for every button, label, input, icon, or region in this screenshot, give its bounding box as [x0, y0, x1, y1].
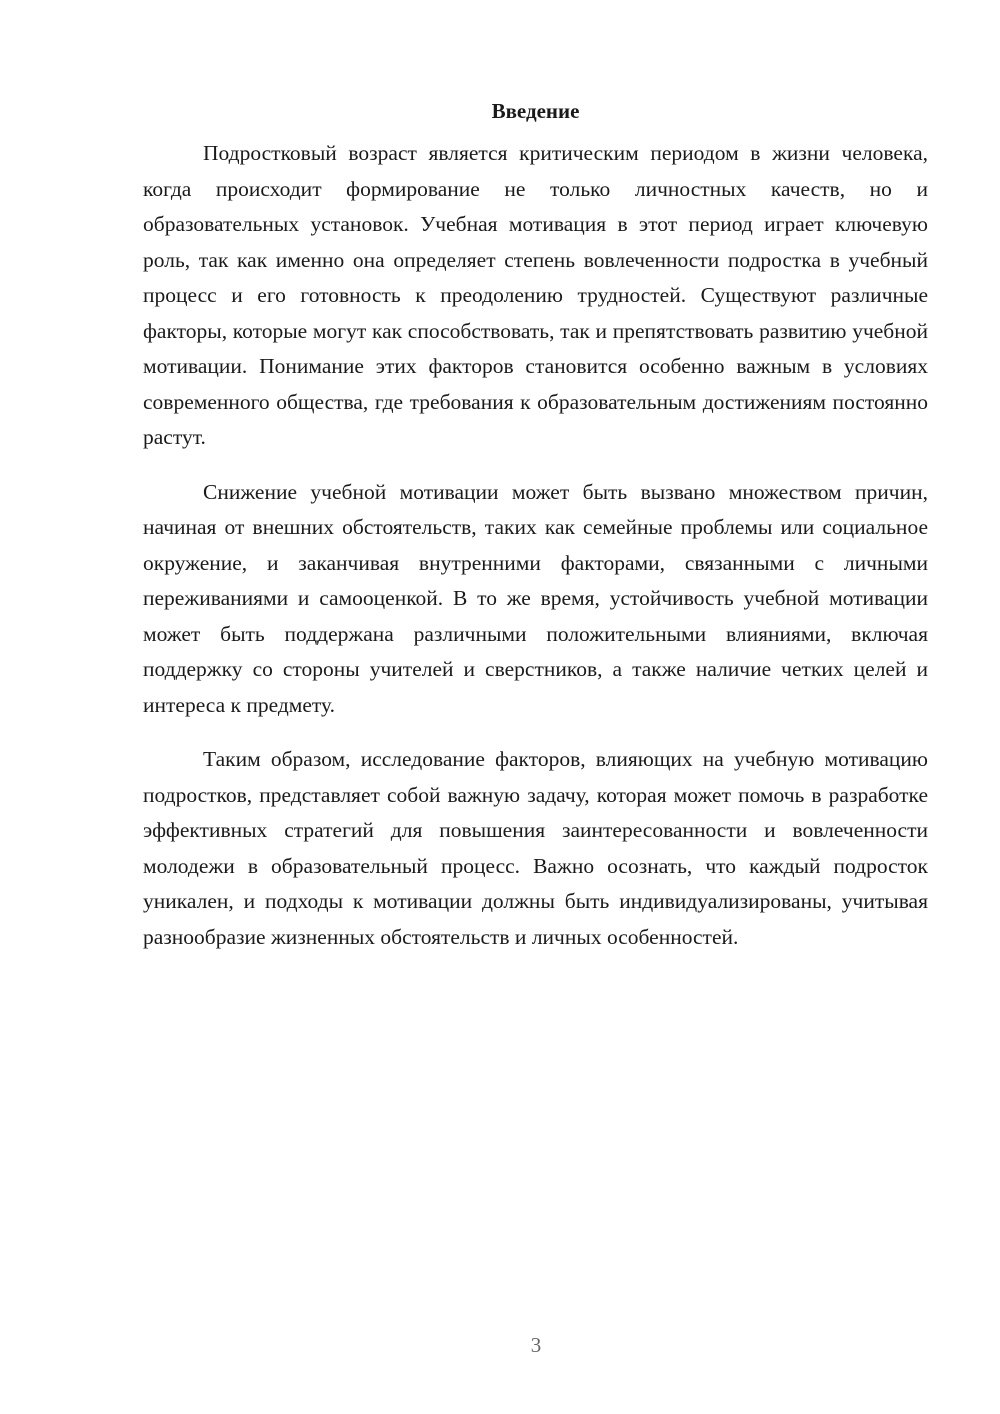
- paragraph-3: Таким образом, исследование факторов, влияющих на учебную мотивацию подростков, представляет собой важную задачу, которая может помочь в разработке эффективных стратегий для повышения заинтересованности и вовлеченности молодежи в образовательный процесс. Важно осознать, что каждый подросток уникален, и подходы к мотивации должны быть индивидуализированы, учитывая разнообразие жизненных обстоятельств и личных особенностей.: [143, 747, 928, 949]
- page-number: 3: [530, 1333, 542, 1357]
- paragraph-2: Снижение учебной мотивации может быть вызвано множеством причин, начиная от внешних обстоятельств, таких как семейные проблемы или социальное окружение, и заканчивая внутренними факторами, связанными с личными переживаниями и самооценкой. В то же время, устойчивость учебной мотивации может быть поддержана различными положительными влияниями, включая поддержку со стороны учителей и сверстников, а также наличие четких целей и интереса к предмету.: [143, 479, 928, 717]
- section-title: Введение: [491, 99, 580, 123]
- page-content: [143, 96, 928, 974]
- paragraph-1: Подростковый возраст является критическим периодом в жизни человека, когда происходит формирование не только личностных качеств, но и образовательных установок. Учебная мотивация в этот период играет ключевую роль, так как именно она определяет степень вовлеченности подростка в учебный процесс и его готовность к преодолению трудностей. Существуют различные факторы, которые могут как способствовать, так и препятствовать развитию учебной мотивации. Понимание этих факторов становится особенно важным в условиях современного общества, где требования к образовательным достижениям постоянно растут.: [143, 141, 928, 449]
